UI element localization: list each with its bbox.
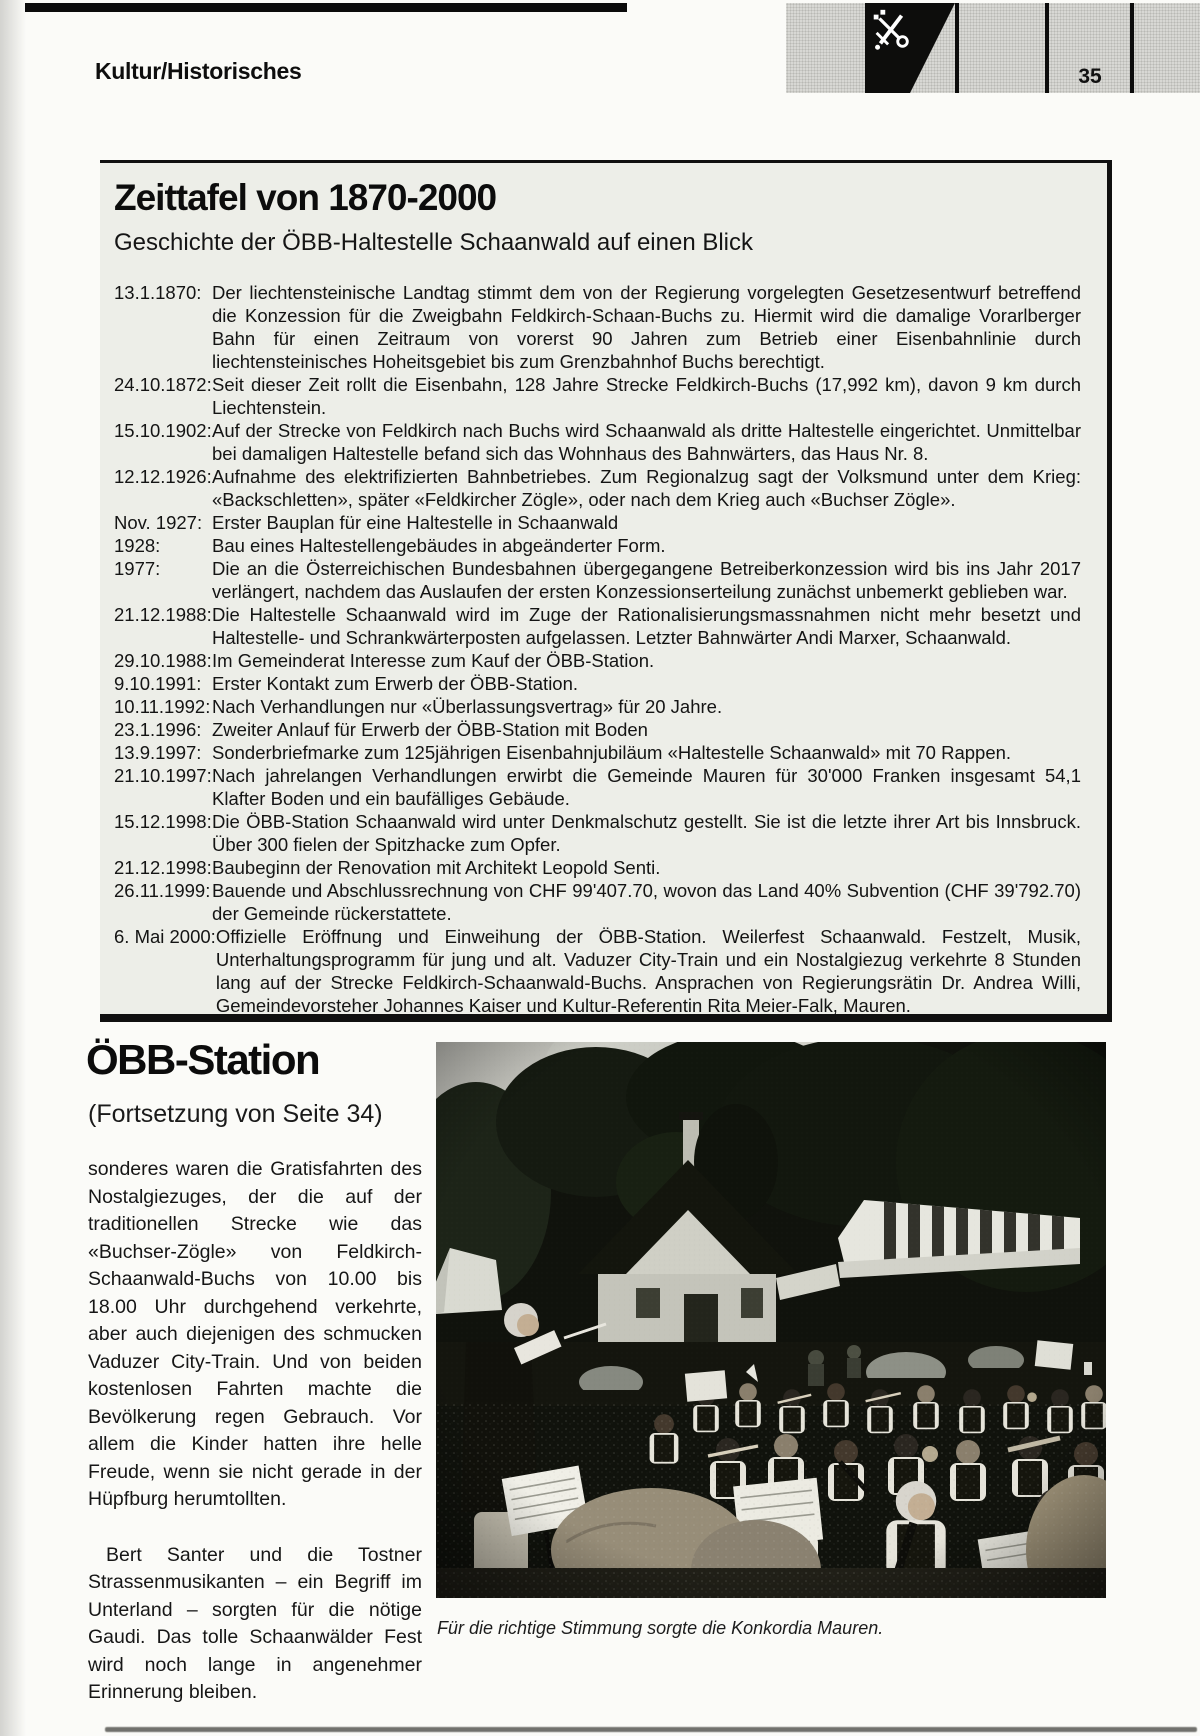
- timeline-text: Bau eines Haltestellengebäudes in abgeänderter Form.: [212, 535, 666, 556]
- timeline-entry: [100, 741, 1107, 764]
- timeline-date: 21.10.1997:: [114, 765, 212, 786]
- timeline-text: Nach jahrelangen Verhandlungen erwirbt die Gemeinde Mauren für 30'000 Franken insgesamt 54,1 Klafter Boden und ein baufälliges Gebäude.: [212, 765, 1081, 809]
- header-strip: [786, 3, 1200, 93]
- band-photo-illustration: [436, 1042, 1106, 1598]
- timeline-date: 12.12.1926:: [114, 466, 212, 487]
- timeline-text: Seit dieser Zeit rollt die Eisenbahn, 128 Jahre Strecke Feldkirch-Buchs (17,992 km), davon 9 km durch Liechtenstein.: [212, 374, 1081, 418]
- crossed-key-sword-icon: [867, 6, 915, 54]
- timeline-entry: [100, 879, 1107, 925]
- timeline-title: Zeittafel von 1870-2000: [114, 177, 497, 218]
- timeline-date: 21.12.1988:: [114, 604, 212, 625]
- strip-divider: [955, 3, 959, 93]
- timeline-text: Erster Bauplan für eine Haltestelle in Schaanwald: [212, 512, 619, 533]
- timeline-entry: [100, 281, 1107, 373]
- timeline-date: 15.10.1902:: [114, 420, 212, 441]
- header-badge: [865, 3, 955, 93]
- timeline-text: Die ÖBB-Station Schaanwald wird unter Denkmalschutz gestellt. Sie ist die letzte ihrer Art bis Innsbruck. Über 300 fielen der Spitzhacke zum Opfer.: [212, 811, 1081, 855]
- scan-edge-bottom: [105, 1727, 1197, 1732]
- timeline-text: Sonderbriefmarke zum 125jährigen Eisenbahnjubiläum «Haltestelle Schaanwald» mit 70 Rappen.: [212, 742, 1012, 763]
- photo-caption: Für die richtige Stimmung sorgte die Konkordia Mauren.: [437, 1618, 884, 1638]
- timeline-date: 23.1.1996:: [114, 719, 202, 740]
- timeline-entry: [100, 534, 1107, 557]
- timeline-date: 13.9.1997:: [114, 742, 202, 763]
- timeline-text: Die an die Österreichischen Bundesbahnen übergegangene Betreiberkonzession wird bis ins Jahr 2017 verlängert, nachdem das Auslaufen der ersten Konzessionserteilung zunächst unbemerkt geblieben war.: [212, 558, 1081, 602]
- timeline-text: Aufnahme des elektrifizierten Bahnbetriebes. Zum Regionalzug sagt der Volksmund unter dem Krieg: «Backschletten», später «Feldkircher Zögle», oder nach dem Krieg auch «Buchser Zögle».: [212, 466, 1081, 510]
- timeline-entry: [100, 373, 1107, 419]
- timeline-text: Baubeginn der Renovation mit Architekt Leopold Senti.: [212, 857, 661, 878]
- timeline-date: 10.11.1992:: [114, 696, 211, 717]
- article-paragraph: Bert Santer und die Tostner Strassenmusikanten – ein Begriff im Unterland – sorgten für die nötige Gaudi. Das tolle Schaanwälder Fest wird noch lange in angenehmer Erinnerung bleiben.: [88, 1543, 422, 1703]
- timeline-date: 21.12.1998:: [114, 857, 212, 878]
- timeline-box: [100, 160, 1112, 1022]
- page-number: 35: [1078, 65, 1102, 88]
- timeline-date: 15.12.1998:: [114, 811, 212, 832]
- timeline-date: 1977:: [114, 558, 161, 579]
- scan-edge-shadow: [0, 0, 26, 1736]
- timeline-text: Auf der Strecke von Feldkirch nach Buchs wird Schaanwald als dritte Haltestelle eingerichtet. Unmittelbar bei damaligen Haltestelle befand sich das Wohnhaus des Bahnwärters, das Haus Nr. 8.: [212, 420, 1081, 464]
- timeline-entry: [100, 557, 1107, 603]
- timeline-date: 6. Mai 2000:: [114, 926, 216, 947]
- timeline-list: [100, 281, 1107, 1017]
- timeline-text: Nach Verhandlungen nur «Überlassungsvertrag» für 20 Jahre.: [212, 696, 723, 717]
- timeline-entry: [100, 925, 1107, 1017]
- timeline-entry: [100, 649, 1107, 672]
- timeline-subtitle: Geschichte der ÖBB-Haltestelle Schaanwald auf einen Blick: [114, 229, 753, 256]
- timeline-date: 9.10.1991:: [114, 673, 202, 694]
- timeline-date: Nov. 1927:: [114, 512, 203, 533]
- timeline-entry: [100, 764, 1107, 810]
- article-body: [88, 1156, 422, 1707]
- timeline-text: Offizielle Eröffnung und Einweihung der ÖBB-Station. Weilerfest Schaanwald. Festzelt, Musik, Unterhaltungsprogramm für jung und alt. Vaduzer City-Train und ein Nostalgiezug verkehrte 8 Stunden lang auf der Strecke Feldkirch-Schaanwald-Buchs. Ansprachen von Regierungsrätin Dr. Andrea Willi, Gemeindevorsteher Johannes Kaiser und Kultur-Referentin Rita Meier-Falk, Mauren.: [215, 926, 1081, 1016]
- timeline-entry: [100, 465, 1107, 511]
- timeline-entry: [100, 603, 1107, 649]
- article-paragraph: sonderes waren die Gratisfahrten des Nostalgiezuges, der die auf der traditionellen Strecke wie das «Buchser-Zögle» von Feldkirch-Schaanwald-Buchs von 10.00 bis 18.00 Uhr durchgehend verkehrte, aber auch diejenigen des schmucken Vaduzer City-Train. Und von beiden kostenlosen Fahrten machte die Bevölkerung regen Gebrauch. Vor allem die Kinder hatten ihre helle Freude, wenn sie nicht gerade in der Hüpfburg herumtollten.: [88, 1158, 422, 1510]
- timeline-entry: [100, 672, 1107, 695]
- section-label: Kultur/Historisches: [95, 58, 302, 84]
- band-photo: [436, 1042, 1106, 1598]
- timeline-text: Die Haltestelle Schaanwald wird im Zuge der Rationalisierungsmassnahmen nicht mehr besetzt und Haltestelle- und Schrankwärterposten aufgelassen. Letzter Bahnwärter Andi Marxer, Schaanwald.: [212, 604, 1081, 648]
- timeline-date: 24.10.1872:: [114, 374, 212, 395]
- timeline-text: Zweiter Anlauf für Erwerb der ÖBB-Station mit Boden: [212, 719, 648, 740]
- timeline-date: 26.11.1999:: [114, 880, 211, 901]
- timeline-date: 13.1.1870:: [114, 282, 202, 303]
- timeline-entry: [100, 810, 1107, 856]
- timeline-entry: [100, 511, 1107, 534]
- timeline-entry: [100, 718, 1107, 741]
- article-title: ÖBB-Station: [86, 1036, 320, 1083]
- timeline-date: 29.10.1988:: [114, 650, 212, 671]
- top-rule: [25, 3, 627, 12]
- article-subtitle: (Fortsetzung von Seite 34): [88, 1100, 383, 1128]
- timeline-entry: [100, 695, 1107, 718]
- timeline-date: 1928:: [114, 535, 161, 556]
- timeline-text: Bauende und Abschlussrechnung von CHF 99'407.70, wovon das Land 40% Subvention (CHF 39'792.70) der Gemeinde rückerstattete.: [212, 880, 1081, 924]
- timeline-text: Der liechtensteinische Landtag stimmt dem von der Regierung vorgelegten Gesetzesentwurf betreffend die Konzession für die Zweigbahn Feldkirch-Schaan-Buchs zu. Hiermit wird die damalige Vorarlberger Bahn für einen Zeitraum von vorerst 90 Jahren zum Betrieb einer Eisenbahnlinie durch liechtensteinisches Hoheitsgebiet bis zum Grenzbahnhof Buchs berechtigt.: [212, 282, 1081, 372]
- timeline-text: Im Gemeinderat Interesse zum Kauf der ÖBB-Station.: [212, 650, 655, 671]
- timeline-text: Erster Kontakt zum Erwerb der ÖBB-Station.: [212, 673, 579, 694]
- timeline-entry: [100, 856, 1107, 879]
- timeline-entry: [100, 419, 1107, 465]
